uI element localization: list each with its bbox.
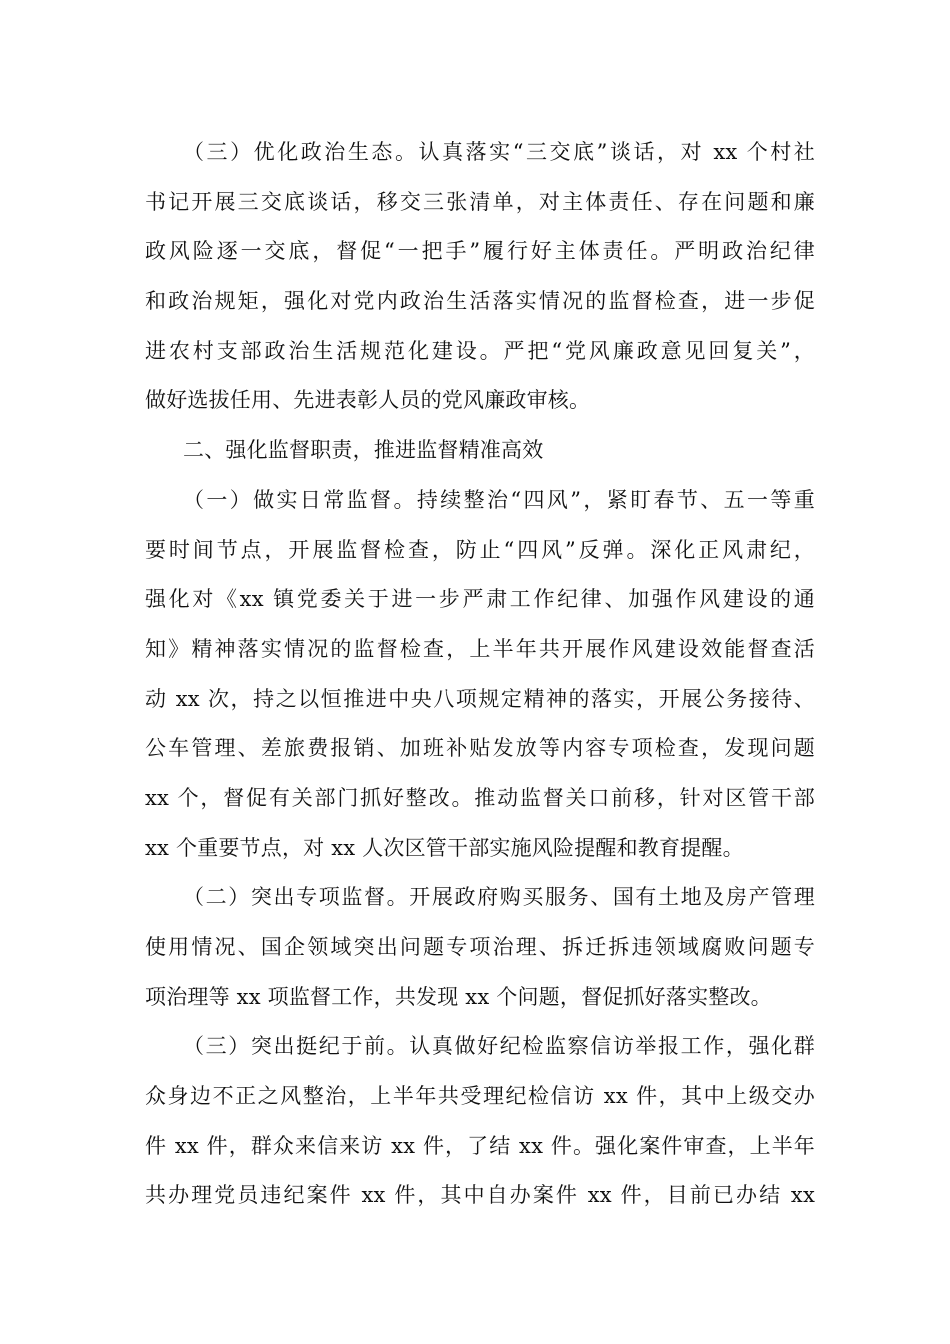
text-line: （二）突出专项监督。开展政府购买服务、国有土地及房产管理: [183, 885, 815, 910]
text-line: xx 个，督促有关部门抓好整改。推动监督关口前移，针对区管干部: [145, 785, 815, 810]
document-body: [145, 128, 815, 1221]
text-line: 进农村支部政治生活规范化建设。严把“党风廉政意见回复关”，: [145, 338, 815, 363]
text-line: （三）突出挺纪于前。认真做好纪检监察信访举报工作，强化群: [183, 1034, 815, 1059]
text-line: （一）做实日常监督。持续整治“四风”，紧盯春节、五一等重: [183, 487, 815, 512]
text-line: 件 xx 件，群众来信来访 xx 件，了结 xx 件。强化案件审查，上半年: [145, 1133, 815, 1158]
text-line: 众身边不正之风整治，上半年共受理纪检信访 xx 件，其中上级交办: [145, 1084, 815, 1109]
text-line: 强化对《xx 镇党委关于进一步严肃工作纪律、加强作风建设的通: [145, 587, 815, 612]
text-line: 共办理党员违纪案件 xx 件，其中自办案件 xx 件，目前已办结 xx: [145, 1183, 815, 1208]
text-line: 使用情况、国企领域突出问题专项治理、拆迁拆违领域腐败问题专: [145, 935, 815, 959]
text-line: 知》精神落实情况的监督检查，上半年共开展作风建设效能督查活: [145, 636, 815, 661]
text-line: xx 个重要节点，对 xx 人次区管干部实施风险提醒和教育提醒。: [145, 835, 744, 860]
text-line: 书记开展三交底谈话，移交三张清单，对主体责任、存在问题和廉: [145, 189, 815, 214]
text-line: 做好选拔任用、先进表彰人员的党风廉政审核。: [145, 388, 591, 413]
text-line: 公车管理、差旅费报销、加班补贴发放等内容专项检查，发现问题: [145, 736, 815, 761]
text-line: 要时间节点，开展监督检查，防止“四风”反弹。深化正风肃纪，: [145, 537, 815, 562]
text-line: 动 xx 次，持之以恒推进中央八项规定精神的落实，开展公务接待、: [145, 686, 815, 711]
text-line: 二、强化监督职责，推进监督精准高效: [183, 438, 544, 463]
text-line: 政风险逐一交底，督促“一把手”履行好主体责任。严明政治纪律: [145, 239, 815, 264]
text-line: （三）优化政治生态。认真落实“三交底”谈话，对 xx 个村社: [183, 140, 815, 164]
text-line: 项治理等 xx 项监督工作，共发现 xx 个问题，督促抓好落实整改。: [145, 984, 772, 1009]
text-line: 和政治规矩，强化对党内政治生活落实情况的监督检查，进一步促: [145, 289, 815, 314]
